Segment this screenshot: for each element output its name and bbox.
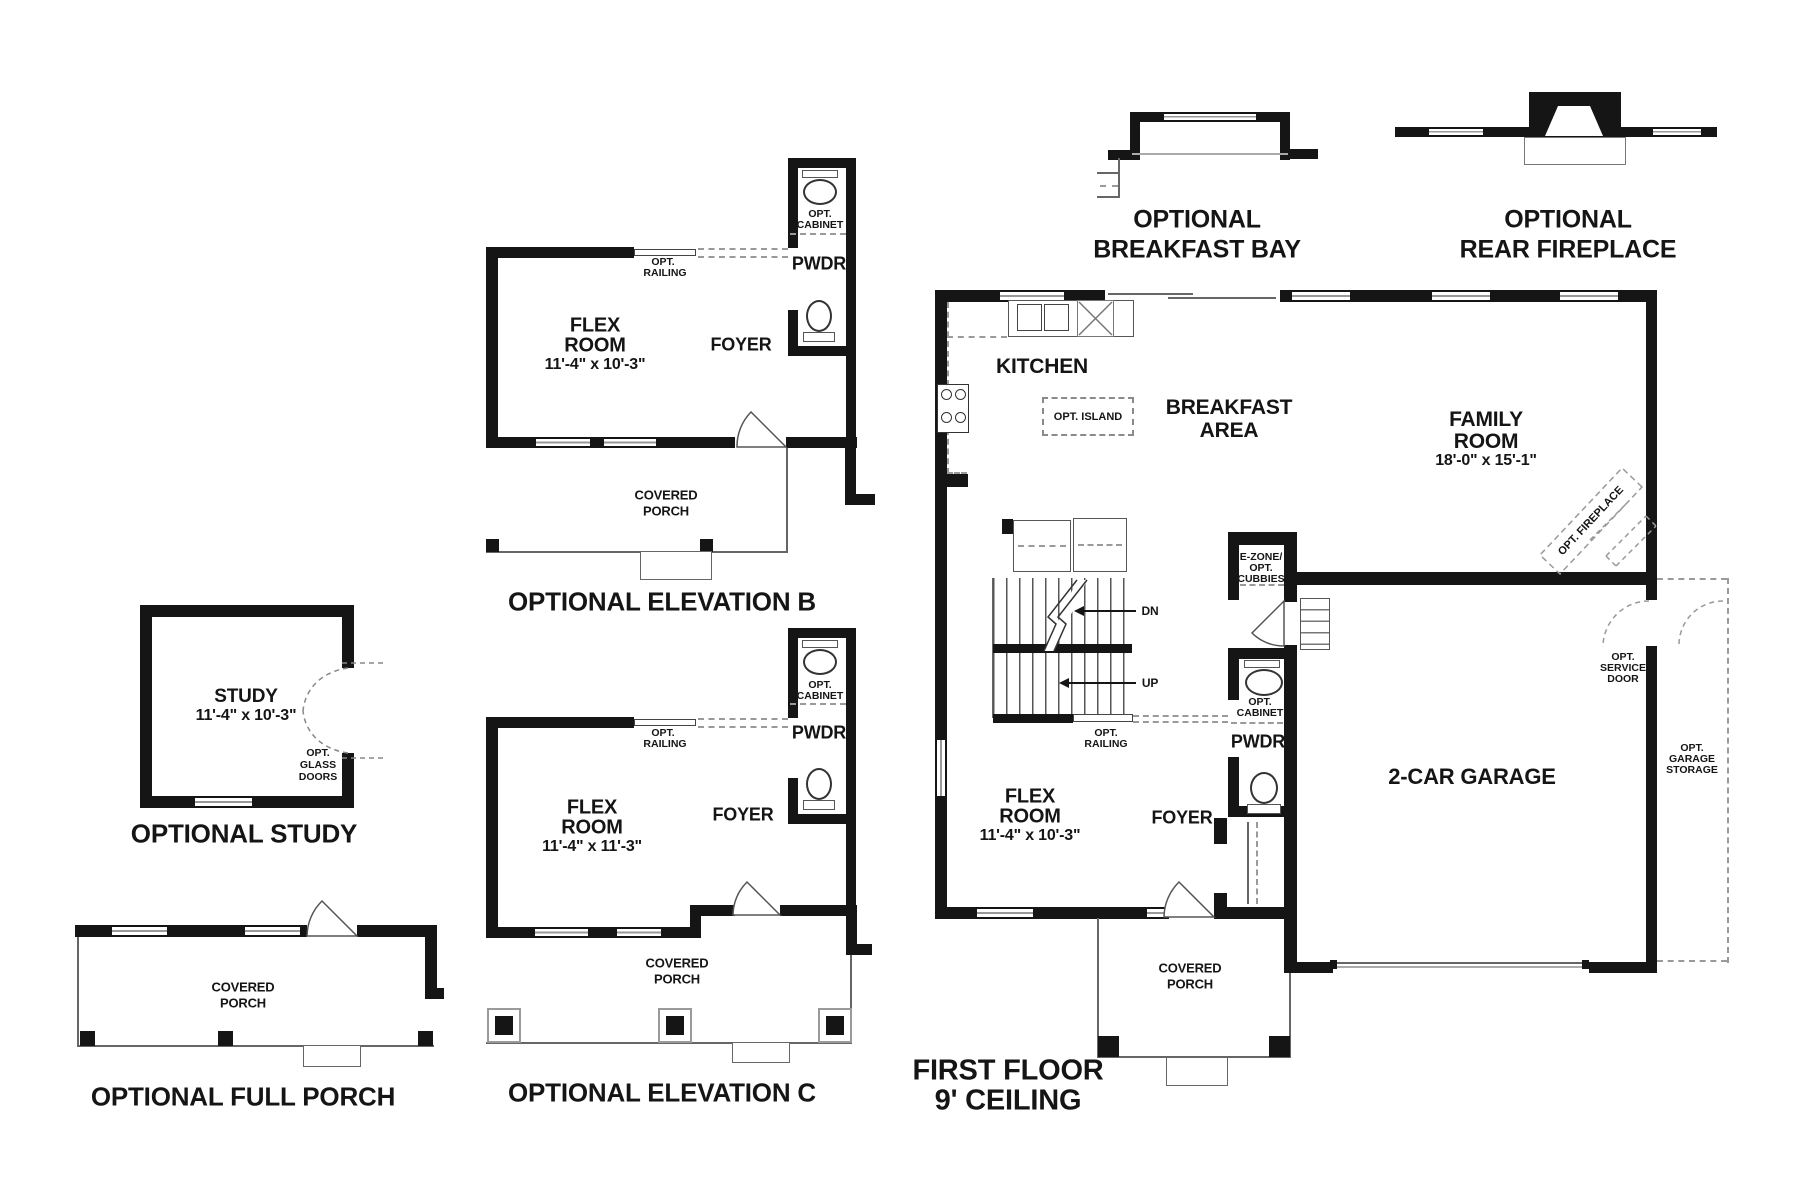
opt-cabinet-label-1: OPT. bbox=[808, 208, 832, 220]
porch-post bbox=[418, 1031, 433, 1046]
door-swing-garage-door bbox=[1252, 601, 1284, 646]
dashed-line bbox=[790, 233, 846, 235]
wall-stub bbox=[1214, 893, 1227, 919]
opt-railing-label-1: OPT. bbox=[651, 727, 675, 739]
dashed-line bbox=[1231, 722, 1283, 724]
burner bbox=[941, 412, 952, 423]
opt-railing-label-2: RAILING bbox=[643, 267, 687, 279]
wall bbox=[486, 927, 701, 938]
service-door-label-2: SERVICE bbox=[1600, 662, 1646, 674]
flex-room-name-1: FLEX bbox=[569, 314, 621, 337]
window bbox=[1164, 112, 1258, 122]
ezone-label-1: E-ZONE/ bbox=[1239, 551, 1283, 563]
flex-room-name-2: ROOM bbox=[561, 816, 623, 839]
window bbox=[535, 927, 588, 938]
garage-house-wall bbox=[1284, 532, 1297, 602]
corner-wall bbox=[845, 494, 875, 505]
dn-arrowhead bbox=[1074, 606, 1084, 616]
window bbox=[536, 437, 590, 448]
dashed-line bbox=[1133, 721, 1228, 723]
garage-entry-steps bbox=[1300, 598, 1330, 650]
wall bbox=[1290, 149, 1318, 159]
dn-arrow-line bbox=[1084, 610, 1136, 612]
toilet bbox=[803, 179, 837, 205]
pwdr-label: PWDR bbox=[791, 253, 847, 274]
ezone-label-2: OPT. bbox=[1249, 562, 1273, 574]
rear-fireplace-label-line2: REAR FIREPLACE bbox=[1459, 235, 1677, 264]
flex-room-1: FLEX bbox=[1004, 785, 1056, 808]
corner-wall bbox=[425, 937, 437, 990]
study-title: OPTIONAL STUDY bbox=[130, 818, 358, 849]
window bbox=[1292, 290, 1350, 302]
window bbox=[195, 796, 252, 808]
corner-wall bbox=[846, 944, 872, 955]
flex-room-dims: 11'-4" x 10'-3" bbox=[544, 356, 646, 373]
wall-stub bbox=[1002, 519, 1013, 534]
step-dash bbox=[1100, 185, 1118, 187]
porch-steps bbox=[303, 1045, 361, 1067]
ezone-left-wall bbox=[1228, 532, 1239, 600]
front-door-opening bbox=[1169, 907, 1215, 919]
porch-edge bbox=[486, 551, 788, 553]
up-arrowhead bbox=[1059, 678, 1069, 688]
storage-dash bbox=[1657, 960, 1727, 962]
dn-label: DN bbox=[1141, 604, 1159, 618]
wall bbox=[486, 247, 634, 258]
garage-storage-label-1: OPT. bbox=[1680, 742, 1704, 754]
garage-door-line bbox=[1337, 962, 1582, 964]
garage-front-wall bbox=[1284, 962, 1333, 973]
garage-storage-label-3: STORAGE bbox=[1666, 764, 1718, 776]
porch-post bbox=[486, 539, 499, 552]
first-floor-title-1: FIRST FLOOR bbox=[912, 1054, 1104, 1087]
porch-steps bbox=[640, 551, 712, 580]
sink-basin bbox=[1017, 304, 1042, 331]
pwdr-label: PWDR bbox=[791, 722, 847, 743]
window bbox=[245, 925, 300, 937]
foyer-label: FOYER bbox=[712, 804, 774, 825]
covered-porch-2: PORCH bbox=[220, 995, 266, 1011]
toilet bbox=[803, 649, 837, 675]
up-arrow-line bbox=[1069, 682, 1136, 684]
storage-dash bbox=[1657, 578, 1727, 580]
breakfast-area-2: AREA bbox=[1199, 419, 1259, 442]
flex-room-dims: 11'-4" x 11'-3" bbox=[542, 838, 642, 855]
flex-room-2: ROOM bbox=[999, 805, 1061, 828]
family-room-1: FAMILY bbox=[1449, 408, 1523, 431]
pwdr-bottom-wall bbox=[788, 346, 856, 356]
pantry-shelf-dash bbox=[1078, 544, 1122, 546]
service-door-opening bbox=[1646, 600, 1657, 646]
first-floor-title-2: 9' CEILING bbox=[934, 1084, 1082, 1117]
porch-steps bbox=[732, 1042, 790, 1063]
dashed-line bbox=[790, 703, 846, 705]
pwdr-right-wall bbox=[846, 628, 856, 916]
family-room-2: ROOM bbox=[1453, 430, 1519, 453]
rear-fireplace-label-line1: OPTIONAL bbox=[1504, 205, 1632, 234]
garage-front-wall bbox=[1589, 962, 1657, 973]
sink bbox=[806, 768, 832, 800]
toilet bbox=[1245, 669, 1283, 696]
wall-stub bbox=[935, 474, 968, 487]
existing-wall-line bbox=[1132, 153, 1288, 155]
opt-railing-label-2: RAILING bbox=[1084, 738, 1128, 750]
porch-post bbox=[1269, 1036, 1290, 1057]
door-opening bbox=[307, 925, 357, 937]
opt-cabinet-label-1: OPT. bbox=[808, 679, 832, 691]
garage-door-cap bbox=[1582, 960, 1589, 969]
sink-basin bbox=[1044, 304, 1069, 331]
counter-dash bbox=[947, 336, 1007, 338]
window bbox=[112, 925, 167, 937]
flex-room-name-1: FLEX bbox=[566, 796, 618, 819]
pwdr-label: PWDR bbox=[1230, 731, 1286, 752]
covered-porch-2: PORCH bbox=[1167, 976, 1213, 992]
wall bbox=[486, 717, 498, 927]
step-line bbox=[1097, 172, 1119, 174]
porch-steps bbox=[1166, 1057, 1228, 1086]
stair-bottom-wall bbox=[993, 714, 1073, 723]
glass-door-arc bbox=[303, 668, 348, 711]
window bbox=[617, 927, 661, 938]
study-name: STUDY bbox=[214, 686, 278, 707]
wall-stub bbox=[1214, 818, 1227, 844]
closet-line bbox=[1247, 822, 1249, 904]
opt-cabinet-label-2: CABINET bbox=[1236, 707, 1284, 719]
corner-wall bbox=[425, 988, 444, 999]
breakfast-area-1: BREAKFAST bbox=[1165, 396, 1293, 419]
porch-post bbox=[487, 1008, 521, 1043]
wall bbox=[140, 605, 152, 808]
garage-storage-label-2: GARAGE bbox=[1668, 753, 1716, 765]
pwdr-left-wall bbox=[788, 310, 798, 346]
slider-line bbox=[1108, 293, 1193, 295]
porch-post bbox=[80, 1031, 95, 1046]
breakfast-bay-label-line2: BREAKFAST BAY bbox=[1093, 235, 1301, 264]
garage-door-cap bbox=[1330, 960, 1337, 969]
window bbox=[977, 907, 1033, 919]
sink bbox=[806, 300, 832, 332]
toilet-tank bbox=[1244, 660, 1280, 668]
garage-house-wall bbox=[1284, 645, 1297, 963]
elevation-c-title: OPTIONAL ELEVATION C bbox=[507, 1077, 817, 1108]
vanity bbox=[1247, 804, 1281, 814]
dashed-line bbox=[698, 248, 788, 250]
flex-room-name-2: ROOM bbox=[564, 334, 626, 357]
pwdr-right-wall bbox=[846, 158, 856, 448]
flex-room-dims: 11'-4" x 10'-3" bbox=[979, 827, 1081, 844]
porch-edge bbox=[77, 937, 79, 1047]
pwdr-bottom-wall bbox=[788, 814, 856, 824]
vanity bbox=[803, 800, 835, 810]
foyer-label: FOYER bbox=[710, 334, 772, 355]
garage-label: 2-CAR GARAGE bbox=[1388, 764, 1556, 789]
window bbox=[1432, 290, 1490, 302]
porch-edge bbox=[77, 1045, 434, 1047]
opt-railing-label-2: RAILING bbox=[643, 738, 687, 750]
closet-rod-dash bbox=[1256, 822, 1258, 904]
covered-porch-2: PORCH bbox=[654, 971, 700, 987]
burner bbox=[941, 389, 952, 400]
burner bbox=[955, 412, 966, 423]
ezone-label-3: CUBBIES bbox=[1237, 573, 1285, 585]
garage-family-wall bbox=[1297, 572, 1657, 585]
slider-line bbox=[1168, 297, 1276, 299]
toilet-tank bbox=[802, 170, 838, 178]
pantry-shelf-dash bbox=[1018, 545, 1066, 547]
service-door-label-1: OPT. bbox=[1611, 651, 1635, 663]
porch-edge bbox=[786, 448, 788, 552]
opt-island-label: OPT. ISLAND bbox=[1053, 411, 1123, 423]
vanity bbox=[803, 332, 835, 342]
notch-wall bbox=[690, 905, 701, 938]
glass-door-dash bbox=[342, 663, 384, 758]
wall bbox=[1701, 127, 1717, 137]
step-line bbox=[1097, 196, 1119, 198]
pwdr-left-wall bbox=[788, 778, 798, 814]
opt-fireplace-label: OPT. FIREPLACE bbox=[1555, 484, 1627, 558]
opt-cabinet-label-1: OPT. bbox=[1248, 696, 1272, 708]
elevation-b-title: OPTIONAL ELEVATION B bbox=[507, 586, 817, 617]
opt-glass-doors-2: GLASS bbox=[299, 759, 337, 771]
study-dims: 11'-4" x 10'-3" bbox=[195, 707, 297, 724]
burner bbox=[955, 389, 966, 400]
window bbox=[1147, 907, 1169, 919]
window bbox=[1429, 127, 1483, 137]
covered-porch-1: COVERED bbox=[211, 979, 275, 995]
step-line bbox=[1118, 158, 1120, 198]
wall bbox=[701, 905, 735, 916]
door-swing-elevation-c bbox=[733, 882, 780, 915]
wall bbox=[1621, 127, 1653, 137]
service-door-arc-in bbox=[1603, 601, 1649, 647]
opt-cabinet-label-2: CABINET bbox=[796, 690, 844, 702]
pwdr-left-wall bbox=[1228, 648, 1239, 700]
stair-mid-wall bbox=[993, 644, 1132, 653]
garage-door-line bbox=[1337, 966, 1582, 968]
kitchen-label: KITCHEN bbox=[996, 355, 1088, 378]
covered-porch-2: PORCH bbox=[643, 503, 689, 519]
toilet-tank bbox=[802, 640, 838, 648]
opt-railing bbox=[634, 719, 696, 726]
covered-porch-1: COVERED bbox=[645, 955, 709, 971]
porch-post bbox=[818, 1008, 852, 1043]
wall bbox=[486, 247, 498, 447]
foyer-label: FOYER bbox=[1151, 807, 1213, 828]
porch-post bbox=[658, 1008, 692, 1043]
door-swing-elevation-b bbox=[737, 412, 786, 447]
porch-post bbox=[218, 1031, 233, 1046]
dashed-line bbox=[1133, 715, 1228, 717]
storage-dash bbox=[1727, 578, 1729, 963]
full-porch-title: OPTIONAL FULL PORCH bbox=[90, 1081, 396, 1112]
fireplace-box bbox=[1529, 92, 1621, 137]
opt-railing-label-1: OPT. bbox=[651, 256, 675, 268]
covered-porch-1: COVERED bbox=[1158, 960, 1222, 976]
window bbox=[1560, 290, 1618, 302]
window bbox=[604, 437, 656, 448]
dashed-line bbox=[698, 718, 788, 720]
opt-glass-doors-3: DOORS bbox=[298, 771, 338, 783]
hearth bbox=[1524, 137, 1626, 165]
window bbox=[935, 740, 947, 796]
service-door-label-3: DOOR bbox=[1607, 673, 1639, 685]
opt-railing bbox=[634, 249, 696, 256]
wall bbox=[1130, 112, 1164, 122]
sink bbox=[1250, 772, 1278, 804]
wall bbox=[1395, 127, 1429, 137]
wall bbox=[486, 717, 634, 728]
service-door-arc-out bbox=[1679, 601, 1723, 645]
opt-railing-label-1: OPT. bbox=[1094, 727, 1118, 739]
wall bbox=[1483, 127, 1529, 137]
family-room-dims: 18'-0" x 15'-1" bbox=[1435, 452, 1537, 469]
opt-cabinet-label-2: CABINET bbox=[796, 219, 844, 231]
breakfast-bay-label-line1: OPTIONAL bbox=[1133, 205, 1261, 234]
opt-railing bbox=[1073, 714, 1133, 722]
dashed-line bbox=[698, 256, 788, 258]
wall bbox=[140, 605, 354, 617]
window bbox=[1653, 127, 1701, 137]
wall bbox=[342, 605, 354, 668]
dashed-line bbox=[698, 726, 788, 728]
refrigerator-space bbox=[1077, 300, 1114, 337]
covered-porch-1: COVERED bbox=[634, 487, 698, 503]
opt-glass-doors-1: OPT. bbox=[306, 747, 330, 759]
up-label: UP bbox=[1141, 676, 1159, 690]
